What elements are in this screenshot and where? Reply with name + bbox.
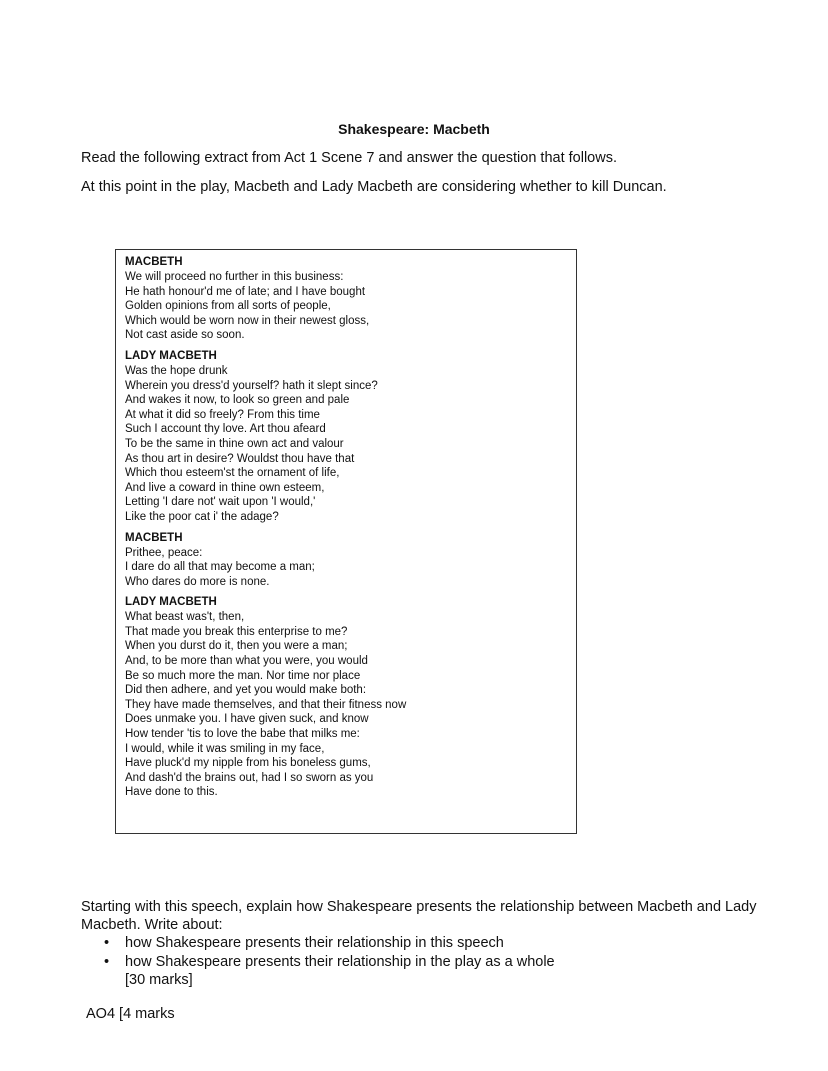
verse-line: Golden opinions from all sorts of people, [125, 300, 331, 313]
verse-line: What beast was't, then, [125, 611, 245, 624]
exam-question [81, 899, 761, 989]
verse-line: He hath honour'd me of late; and I have bought [125, 285, 366, 298]
verse-line: When you durst do it, then you were a man; [125, 640, 348, 653]
verse-line: Have pluck'd my nipple from his boneless gums, [125, 757, 371, 770]
verse-line: Prithee, peace: [125, 546, 203, 559]
verse-line: And wakes it now, to look so green and pale [125, 394, 350, 407]
verse-line: And live a coward in thine own esteem, [125, 481, 325, 494]
verse-line: Does unmake you. I have given suck, and know [125, 713, 369, 726]
ao4-marks: AO4 [4 marks [86, 1006, 175, 1022]
extract-box [115, 249, 577, 834]
bullet-item [81, 953, 761, 972]
verse-line: Not cast aside so soon. [125, 329, 245, 342]
verse-line: Was the hope drunk [125, 364, 228, 377]
bullet-list [81, 934, 761, 972]
intro-instruction: Read the following extract from Act 1 Scene 7 and answer the question that follows. [81, 150, 617, 166]
verse-line: Such I account thy love. Art thou afeard [125, 423, 326, 436]
verse-line: To be the same in thine own act and valour [125, 437, 344, 450]
speaker-name: MACBETH [125, 256, 183, 268]
verse-line: Wherein you dress'd yourself? hath it slept since? [125, 379, 378, 392]
question-text: Starting with this speech, explain how Shakespeare presents the relationship between Macbeth and Lady Macbeth. Write about: [81, 899, 757, 933]
speaker-name: MACBETH [125, 531, 183, 544]
speech-3 [125, 531, 576, 590]
speech-4 [125, 595, 576, 800]
page-title: Shakespeare: Macbeth [338, 121, 490, 137]
speaker-name: LADY MACBETH [125, 349, 217, 362]
bullet-icon: • [104, 935, 110, 951]
verse-line: Who dares do more is none. [125, 575, 270, 588]
bullet-icon: • [104, 954, 110, 970]
bullet-item [81, 934, 761, 953]
verse-line: Like the poor cat i' the adage? [125, 510, 279, 523]
verse-line: They have made themselves, and that their fitness now [125, 698, 407, 711]
verse-line: We will proceed no further in this business: [125, 271, 344, 283]
verse-line: I dare do all that may become a man; [125, 561, 315, 574]
marks-label: [30 marks] [125, 972, 193, 988]
intro-context: At this point in the play, Macbeth and Lady Macbeth are considering whether to kill Duncan. [81, 179, 667, 195]
verse-line: How tender 'tis to love the babe that milks me: [125, 728, 360, 741]
verse-line: And dash'd the brains out, had I so sworn as you [125, 771, 374, 784]
verse-line: Be so much more the man. Nor time nor place [125, 669, 361, 682]
bullet-text: how Shakespeare presents their relationship in the play as a whole [125, 954, 555, 970]
speech-1 [125, 255, 576, 343]
bullet-text: how Shakespeare presents their relationship in this speech [125, 935, 504, 951]
verse-line: Have done to this. [125, 786, 218, 799]
speech-2 [125, 349, 576, 525]
verse-line: That made you break this enterprise to me? [125, 625, 348, 638]
verse-line: At what it did so freely? From this time [125, 408, 320, 421]
verse-line: Did then adhere, and yet you would make both: [125, 684, 367, 697]
verse-line: Which would be worn now in their newest gloss, [125, 314, 370, 327]
verse-line: Letting 'I dare not' wait upon 'I would,' [125, 496, 316, 509]
verse-line: I would, while it was smiling in my face, [125, 742, 325, 755]
verse-line: As thou art in desire? Wouldst thou have that [125, 452, 355, 465]
verse-line: Which thou esteem'st the ornament of life, [125, 467, 340, 480]
speaker-name: LADY MACBETH [125, 596, 217, 609]
verse-line: And, to be more than what you were, you would [125, 655, 368, 668]
